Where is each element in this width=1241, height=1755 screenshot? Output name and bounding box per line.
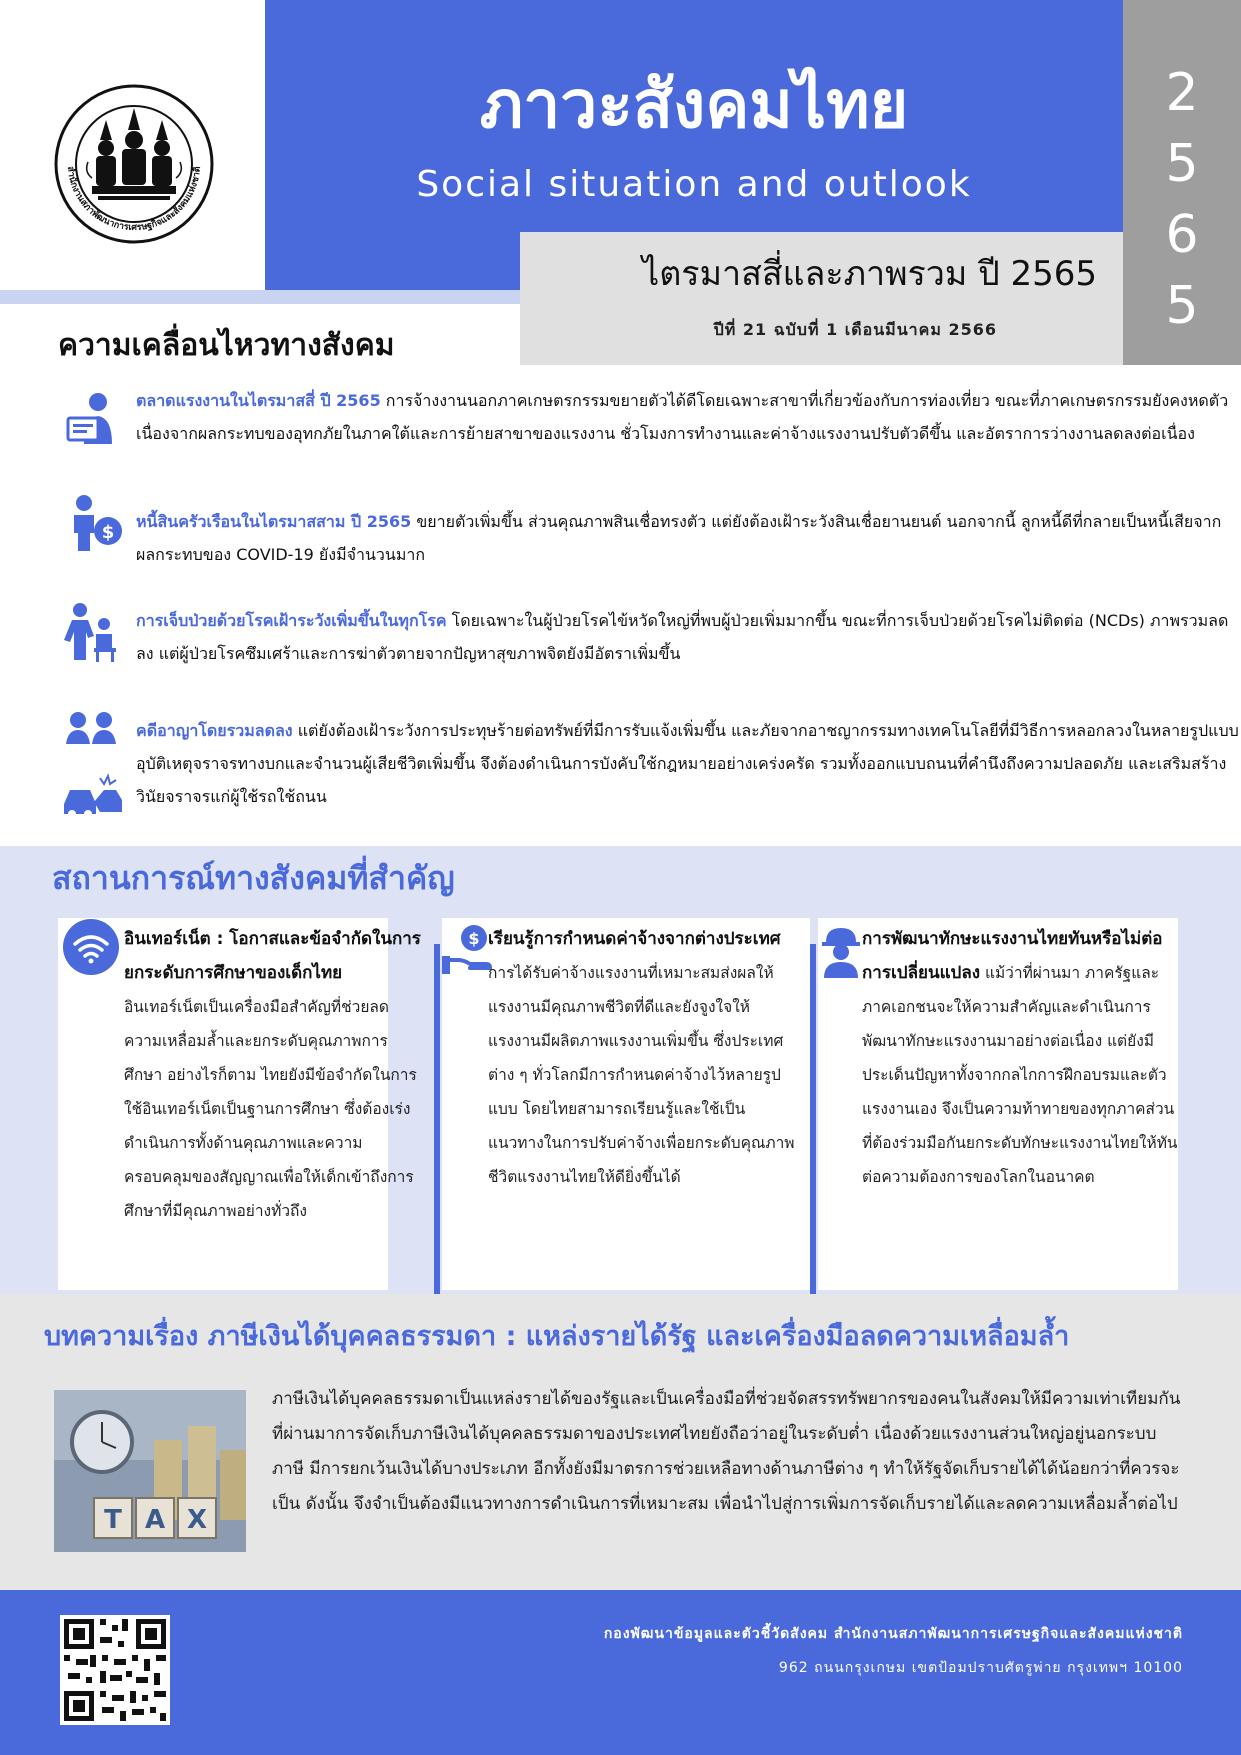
movement-highlight: ตลาดแรงงานในไตรมาสสี่ ปี 2565 — [136, 391, 381, 410]
year-digit: 5 — [1165, 134, 1199, 194]
movement-body: ขยายตัวเพิ่มขึ้น ส่วนคุณภาพสินเชื่อทรงตัว แต่ยังต้องเฝ้าระวังสินเชื่อยานยนต์ นอกจากนี้ ลูกหนี้ดีที่กลายเป็นหนี้เสียจากผลกระทบของ COVID-19 ยังมีจำนวนมาก — [136, 512, 1222, 564]
column-divider — [434, 944, 440, 1294]
quarter-title: ไตรมาสสี่และภาพรวม ปี 2565 — [642, 254, 1097, 294]
movement-highlight: หนี้สินครัวเรือนในไตรมาสสาม ปี 2565 — [136, 512, 412, 531]
crime-accident-icon — [60, 708, 124, 772]
article-body: ภาษีเงินได้บุคคลธรรมดาเป็นแหล่งรายได้ของรัฐและเป็นเครื่องมือที่ช่วยจัดสรรทรัพยากรของคนในสังคมให้มีความเท่าเทียมกัน ที่ผ่านมาการจัดเก็บภาษีเงินได้บุคคลธรรมดาของประเทศไทยยังถือว่าอยู่ในระดับต่ำ เนื่องด้วยแรงงานส่วนใหญ่อยู่นอกระบบภาษี มีการยกเว้นเงินได้บางประเภท อีกทั้งยังมีมาตรการช่วยเหลือทางด้านภาษีต่าง ๆ ทำให้รัฐจัดเก็บรายได้ได้น้อยกว่าที่ควรจะเป็น ดังนั้น จึงจำเป็นต้องมีแนวทางการดำเนินการที่เหมาะสม เพื่อนำไปสู่การเพิ่มการจัดเก็บรายได้และลดความเหลื่อมล้ำต่อไป — [272, 1389, 1181, 1514]
movement-text — [136, 384, 1241, 450]
article-title: บทความเรื่อง ภาษีเงินได้บุคคลธรรมดา : แหล่งรายได้รัฐ และเครื่องมือลดความเหลื่อมล้ำ — [44, 1321, 1070, 1352]
year-digit: 2 — [1165, 63, 1199, 123]
footer-organization: กองพัฒนาข้อมูลและตัวชี้วัดสังคม สำนักงานสภาพัฒนาการเศรษฐกิจและสังคมแห่งชาติ — [603, 1626, 1183, 1642]
movement-highlight: การเจ็บป่วยด้วยโรคเฝ้าระวังเพิ่มขึ้นในทุกโรค — [136, 611, 447, 630]
header-accent-strip — [0, 290, 520, 304]
year-digit: 6 — [1165, 205, 1199, 265]
movements-title: ความเคลื่อนไหวทางสังคม — [58, 328, 395, 363]
qr-code-icon[interactable] — [60, 1615, 170, 1725]
situation-body: แม้ว่าที่ผ่านมา ภาครัฐและภาคเอกชนจะให้ความสำคัญและดำเนินการพัฒนาทักษะแรงงานมาอย่างต่อเนื่อง แต่ยังมีประเด็นปัญหาทั้งจากกลไกการฝึกอบรมและตัวแรงงานเอง จึงเป็นความท้าทายของทุกภาคส่วนที่ต้องร่วมมือกันยกระดับทักษะแรงงานไทยให้ทันต่อความต้องการของโลกในอนาคต — [862, 964, 1178, 1186]
situation-text — [124, 922, 424, 1228]
nesdc-logo-icon — [52, 82, 217, 247]
situation-heading: การพัฒนาทักษะแรงงานไทยทันหรือไม่ต่อการเปลี่ยนแปลง — [862, 929, 1163, 983]
svg-text:$: $ — [468, 929, 480, 948]
movement-text — [136, 505, 1241, 571]
year-block — [1123, 0, 1241, 365]
patient-care-icon — [60, 600, 124, 664]
person-money-icon — [64, 491, 128, 555]
movement-body: โดยเฉพาะในผู้ป่วยโรคไข้หวัดใหญ่ที่พบผู้ป่วยเพิ่มมากขึ้น ขณะที่การเจ็บป่วยด้วยโรคไม่ติดต่อ (NCDs) ภาพรวมลดลง แต่ผู้ป่วยโรคซึมเศร้าและการฆ่าตัวตายจากปัญหาสุขภาพจิตยังมีอัตราเพิ่มขึ้น — [136, 611, 1229, 663]
column-divider — [810, 944, 816, 1294]
svg-text:สำนักงานสภาพัฒนาการเศรษฐกิจและ: สำนักงานสภาพัฒนาการเศรษฐกิจและสังคมแห่งชาติ — [64, 165, 203, 234]
movement-text — [136, 714, 1241, 813]
situation-text — [862, 922, 1180, 1194]
situation-text — [488, 922, 800, 1194]
tax-illustration-icon — [54, 1390, 246, 1552]
tax-letter-t: T — [104, 1505, 122, 1535]
situation-heading: อินเทอร์เน็ต : โอกาสและข้อจำกัดในการยกระดับการศึกษาของเด็กไทย — [124, 929, 421, 983]
page-subtitle: Social situation and outlook — [416, 164, 972, 205]
page-title: ภาวะสังคมไทย — [479, 66, 909, 143]
tax-letter-x: X — [186, 1505, 208, 1535]
car-crash-icon — [60, 764, 124, 828]
situation-body: การได้รับค่าจ้างแรงงานที่เหมาะสมส่งผลให้แรงงานมีคุณภาพชีวิตที่ดีและยังจูงใจให้แรงงานมีผลิตภาพแรงงานเพิ่มขึ้น ซึ่งประเทศต่าง ๆ ทั่วโลกมีการกำหนดค่าจ้างไว้หลายรูปแบบ โดยไทยสามารถเรียนรู้และใช้เป็นแนวทางในการปรับค่าจ้างเพื่อยกระดับคุณภาพชีวิตแรงงานไทยให้ดียิ่งขึ้นได้ — [488, 964, 795, 1186]
situation-body: อินเทอร์เน็ตเป็นเครื่องมือสำคัญที่ช่วยลดความเหลื่อมล้ำและยกระดับคุณภาพการศึกษา อย่างไรก็ตาม ไทยยังมีข้อจำกัดในการใช้อินเทอร์เน็ตเป็นฐานการศึกษา ซึ่งต้องเร่งดำเนินการทั้งด้านคุณภาพและความครอบคลุมของสัญญาณเพื่อให้เด็กเข้าถึงการศึกษาที่มีคุณภาพอย่างทั่วถึง — [124, 998, 417, 1220]
footer-address: 962 ถนนกรุงเกษม เขตป้อมปราบศัตรูพ่าย กรุงเทพฯ 10100 — [778, 1660, 1183, 1676]
movement-body: แต่ยังต้องเฝ้าระวังการประทุษร้ายต่อทรัพย์ที่มีการรับแจ้งเพิ่มขึ้น และภัยจากอาชญากรรมทางเทคโนโลยีที่มีวิธีการหลอกลวงในหลายรูปแบบ อุบัติเหตุจราจรทางบกและจำนวนผู้เสียชีวิตเพิ่มขึ้น จึงต้องดำเนินการบังคับใช้กฎหมายอย่างเคร่งครัด รวมทั้งออกแบบถนนที่คำนึงถึงความปลอดภัย และเสริมสร้างวินัยจราจรแก่ผู้ใช้รถใช้ถนน — [136, 721, 1239, 806]
movement-highlight: คดีอาญาโดยรวมลดลง — [136, 721, 293, 740]
tax-letter-a: A — [144, 1505, 166, 1535]
situations-title: สถานการณ์ทางสังคมที่สำคัญ — [52, 859, 455, 897]
svg-text:$: $ — [101, 522, 115, 543]
movement-text — [136, 604, 1241, 670]
year-digit: 5 — [1165, 276, 1199, 336]
issue-info: ปีที่ 21 ฉบับที่ 1 เดือนมีนาคม 2566 — [713, 320, 997, 339]
job-seeker-icon — [60, 388, 124, 452]
movement-body: การจ้างงานนอกภาคเกษตรกรรมขยายตัวได้ดีโดยเฉพาะสาขาที่เกี่ยวข้องกับการท่องเที่ยว ขณะที่ภาคเกษตรกรรมยังคงหดตัวเนื่องจากผลกระทบของอุทกภัยในภาคใต้และการย้ายสาขาของแรงงาน ชั่วโมงการทำงานและค่าจ้างแรงงานปรับตัวดีขึ้น และอัตราการว่างงานลดลงต่อเนื่อง — [136, 391, 1229, 443]
tax-image — [54, 1390, 246, 1552]
situation-heading: เรียนรู้การกำหนดค่าจ้างจากต่างประเทศ — [488, 929, 781, 949]
wifi-icon — [62, 918, 120, 976]
